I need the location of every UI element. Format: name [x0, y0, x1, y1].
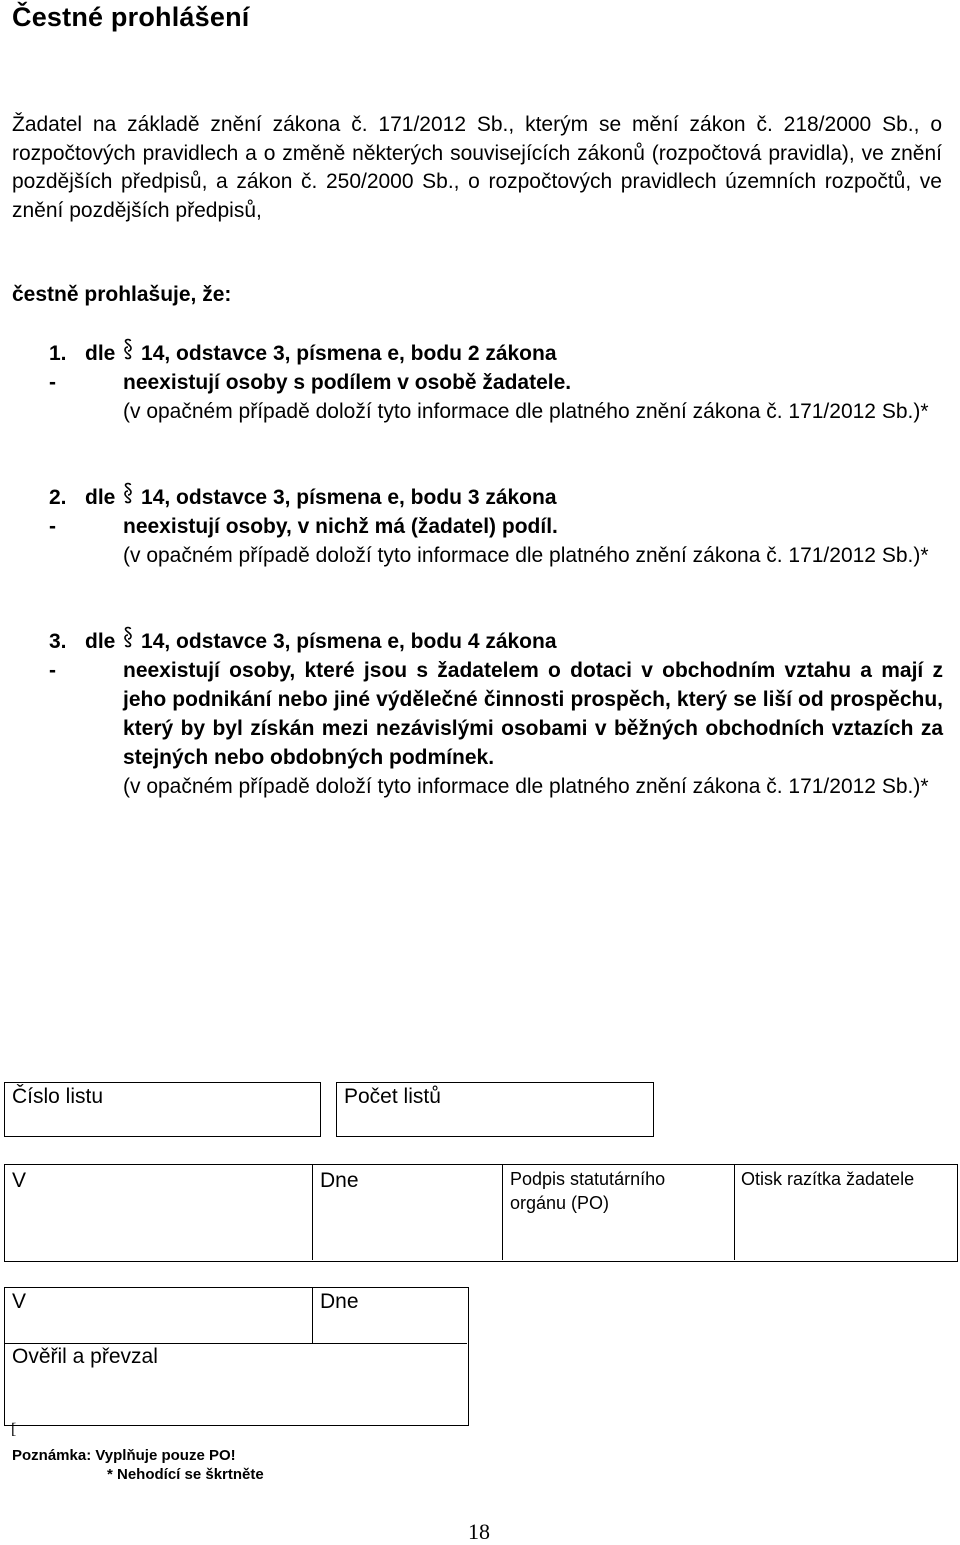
item-heading — [49, 338, 943, 368]
page-number: 18 — [468, 1519, 490, 1544]
sheet-count-field[interactable] — [336, 1082, 654, 1137]
row-divider — [5, 1343, 467, 1344]
page-title: Čestné prohlášení — [12, 2, 250, 32]
intro-paragraph: Žadatel na základě znění zákona č. 171/2012 Sb., kterým se mění zákon č. 218/2000 Sb., o rozpočtových pravidlech a o změně některých souvisejících zákonů (rozpočtová pravidla), ve znění pozdějších předpisů, a zákon č. 250/2000 Sb., o rozpočtových pravidlech územních rozpočtů, ve znění pozdějších předpisů, — [12, 113, 942, 222]
sheet-number-field[interactable] — [4, 1082, 321, 1137]
declaration-item-2 — [49, 482, 943, 570]
stamp-label: Otisk razítka žadatele — [741, 1169, 915, 1189]
item-statement-row — [49, 656, 943, 772]
date-label: Dne — [320, 1290, 359, 1313]
item-reference: 14, odstavce 3, písmena e, bodu 3 zákona — [141, 486, 557, 509]
signature-table — [4, 1164, 958, 1262]
item-reference: 14, odstavce 3, písmena e, bodu 2 zákona — [141, 342, 557, 365]
declaration-heading: čestně prohlašuje, že: — [12, 283, 232, 306]
section-sign-icon — [121, 338, 135, 368]
item-statement: neexistují osoby, v nichž má (žadatel) podíl. — [123, 515, 558, 538]
item-statement-row — [49, 512, 943, 541]
item-note: (v opačném případě doloží tyto informace dle platného znění zákona č. 171/2012 Sb.)* — [123, 544, 929, 567]
cell-divider — [734, 1165, 735, 1260]
item-heading — [49, 482, 943, 512]
cell-divider — [312, 1288, 313, 1343]
item-dle: dle — [85, 630, 116, 653]
verification-table — [4, 1287, 469, 1426]
item-reference: 14, odstavce 3, písmena e, bodu 4 zákona — [141, 630, 557, 653]
item-heading — [49, 626, 943, 656]
footer-strike-note: * Nehodící se škrtněte — [107, 1466, 264, 1483]
item-dle: dle — [85, 342, 116, 365]
section-sign-icon — [121, 626, 135, 656]
item-number: 2. — [49, 486, 67, 509]
item-statement-row — [49, 368, 943, 397]
footer-note: Poznámka: Vyplňuje pouze PO! — [12, 1447, 236, 1464]
sheet-count-label: Počet listů — [344, 1085, 441, 1108]
item-note: (v opačném případě doloží tyto informace dle platného znění zákona č. 171/2012 Sb.)* — [123, 400, 929, 423]
item-dash: - — [49, 515, 56, 538]
item-dle: dle — [85, 486, 116, 509]
section-sign-icon — [121, 482, 135, 512]
item-number: 3. — [49, 630, 67, 653]
sheet-number-label: Číslo listu — [12, 1085, 104, 1108]
place-label: V — [12, 1290, 27, 1313]
cell-divider — [502, 1165, 503, 1260]
cell-divider — [312, 1165, 313, 1260]
item-statement: neexistují osoby s podílem v osobě žadatele. — [123, 371, 572, 394]
declaration-item-3 — [49, 626, 943, 801]
place-label: V — [12, 1169, 27, 1192]
item-dash: - — [49, 659, 56, 682]
item-statement: neexistují osoby, které jsou s žadatelem o dotaci v obchodním vztahu a mají z jeho podnikání nebo jiné výdělečné činnosti prospěch, který se liší od prospěchu, který by byl získán mezi nezávislými osobami v běžných obchodních vztazích za stejných nebo obdobných podmínek. — [123, 659, 943, 769]
footer-bracket: [ — [11, 1421, 17, 1438]
signature-label: Podpis statutárního orgánu (PO) — [510, 1169, 666, 1213]
declaration-item-1 — [49, 338, 943, 426]
date-label: Dne — [320, 1169, 359, 1192]
verified-by-label: Ověřil a převzal — [12, 1345, 158, 1368]
item-note: (v opačném případě doloží tyto informace dle platného znění zákona č. 171/2012 Sb.)* — [123, 775, 929, 798]
item-dash: - — [49, 371, 56, 394]
item-number: 1. — [49, 342, 67, 365]
